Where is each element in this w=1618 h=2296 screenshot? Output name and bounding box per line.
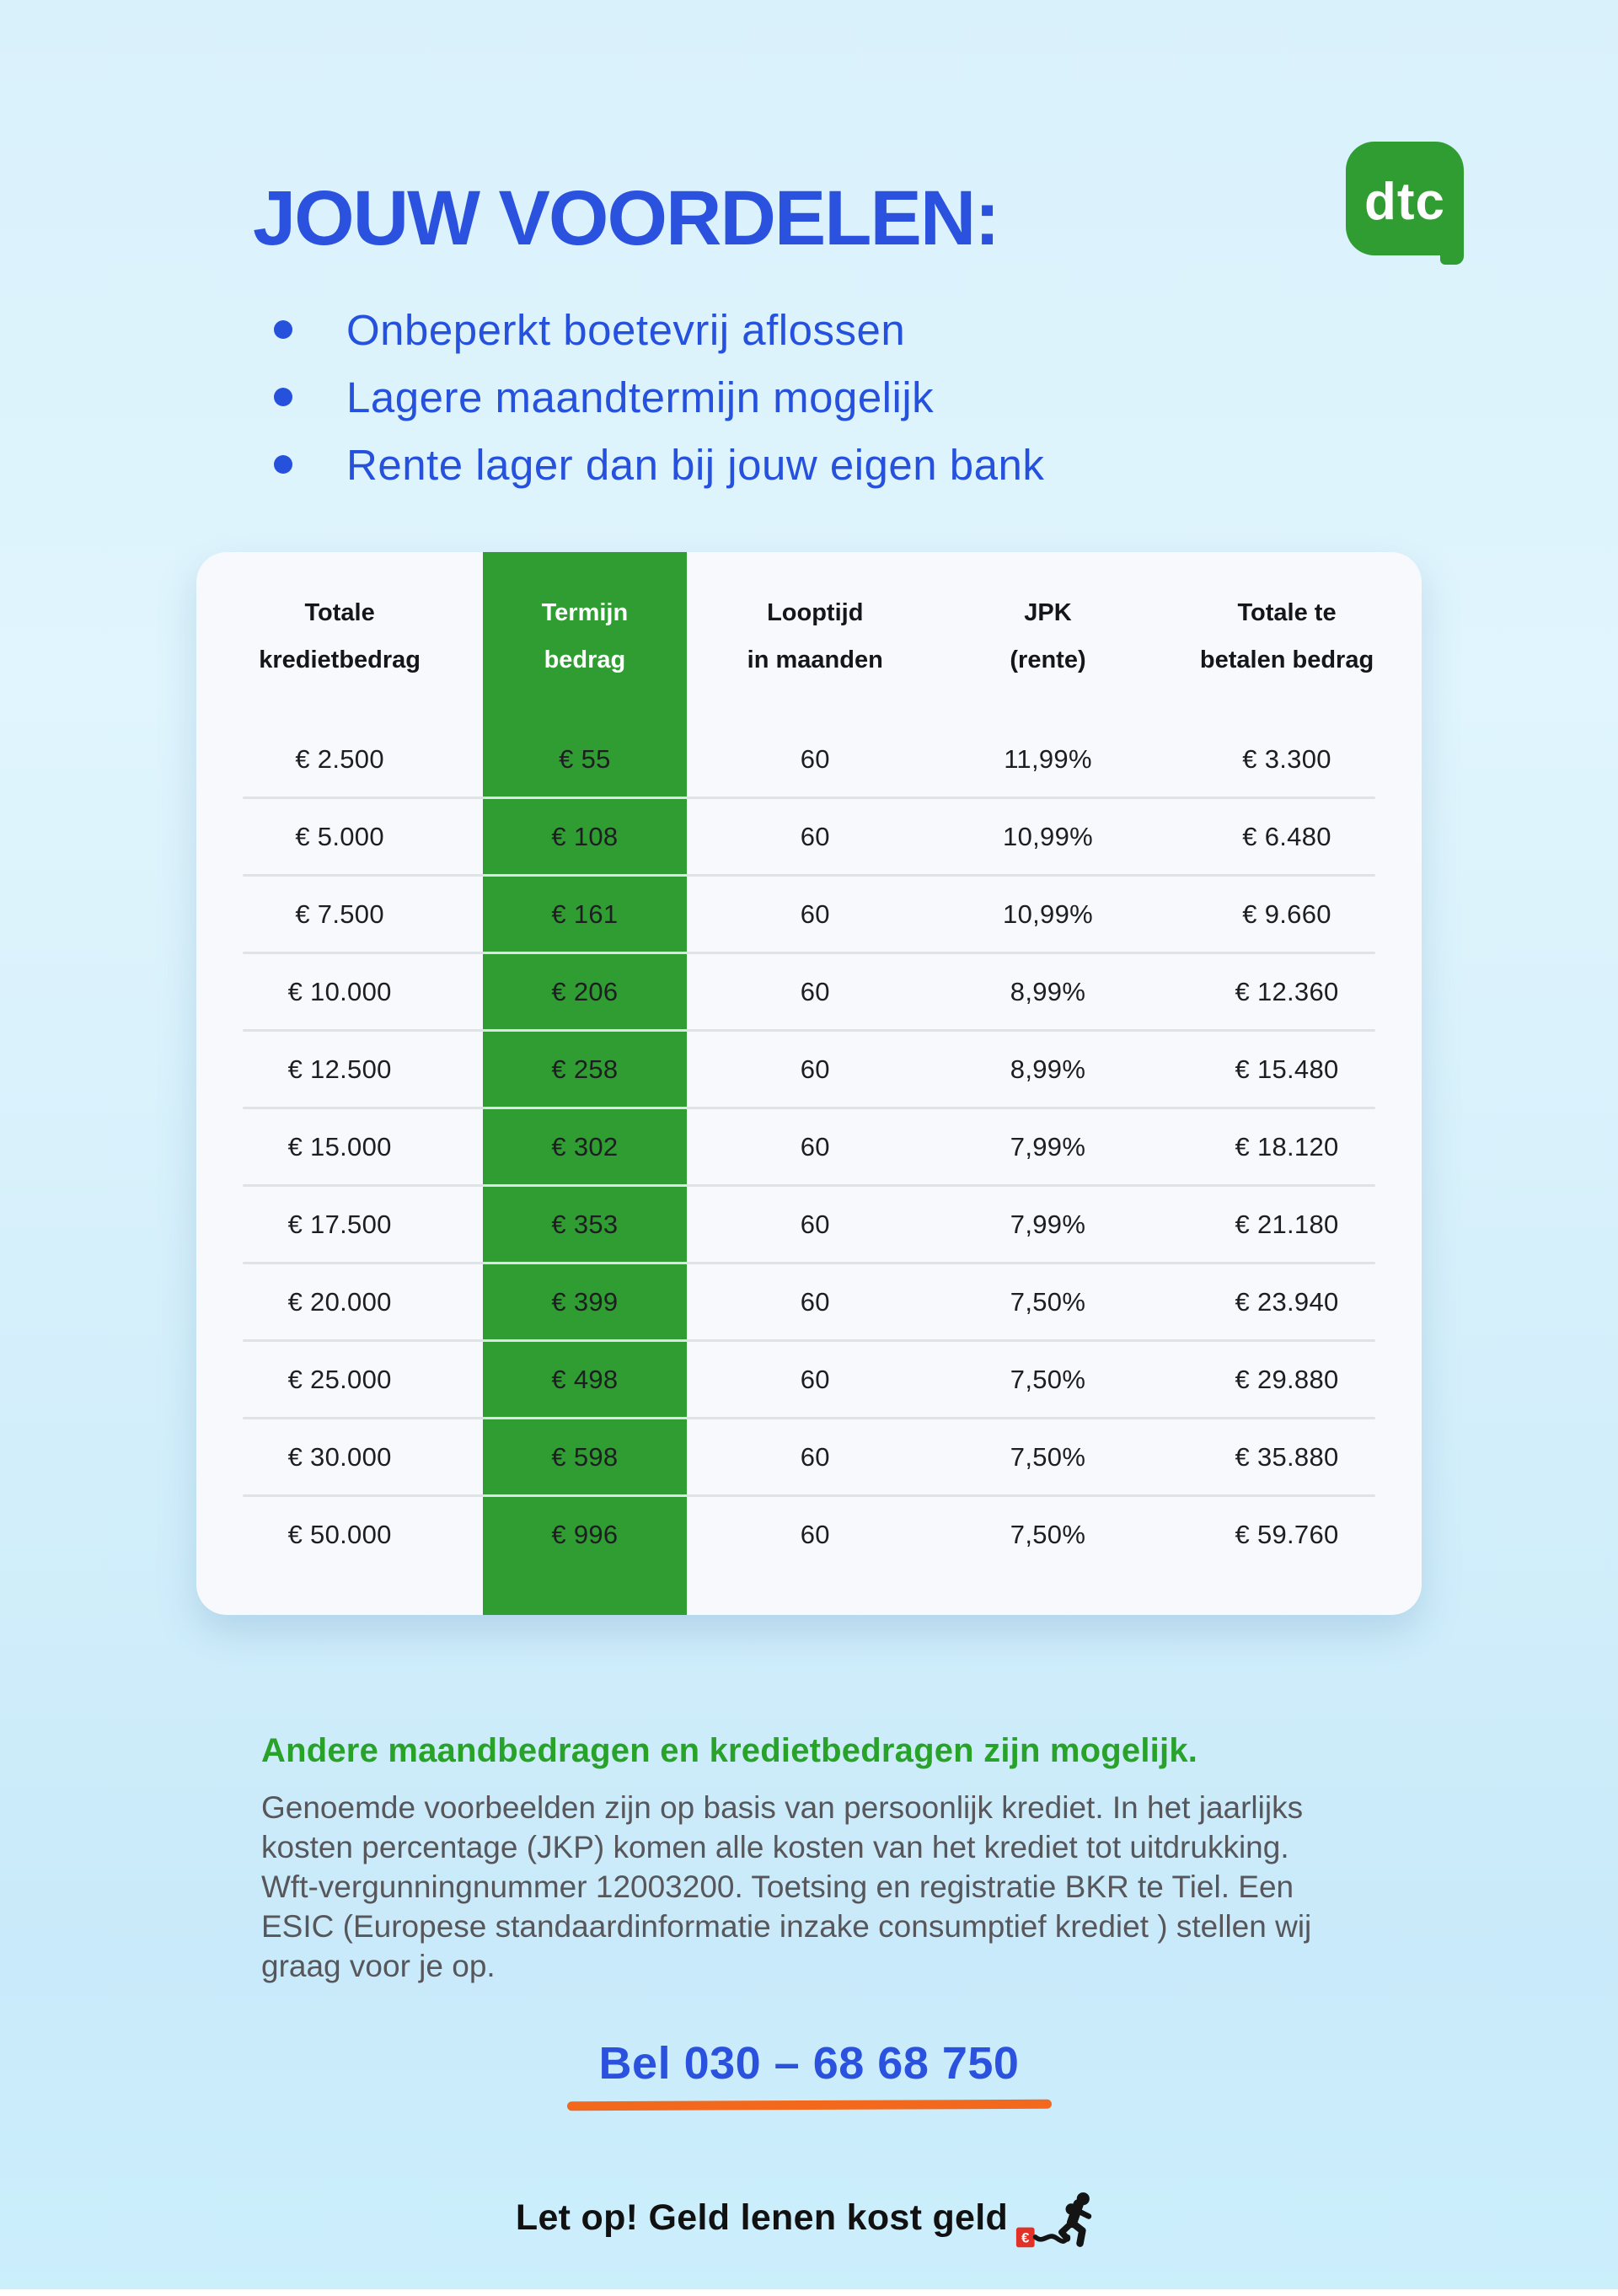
table-cell-looptijd: 60 — [800, 1442, 830, 1473]
table-row — [196, 1263, 1422, 1341]
table-cell-jpk: 7,50% — [1010, 1520, 1086, 1550]
dtc-logo-wordmark: dtc — [1364, 173, 1445, 231]
table-row — [196, 1186, 1422, 1263]
column-header-jpk: JPK (rente) — [1010, 598, 1086, 674]
table-row — [196, 798, 1422, 876]
disclaimer-text: Genoemde voorbeelden zijn op basis van persoonlijk krediet. In het jaarlijks kosten percentage (JKP) komen alle kosten van het krediet tot uitdrukking. Wft-vergunningnummer 12003200. Toetsing en registratie BKR te Tiel. Een ESIC (Europese standaardinformatie inzake consumptief krediet ) stellen wij graag voor je op. — [261, 1790, 1312, 1984]
table-cell-kredietbedrag: € 12.500 — [287, 1054, 392, 1085]
table-cell-kredietbedrag: € 25.000 — [287, 1365, 392, 1395]
benefit-label: Onbeperkt boetevrij aflossen — [346, 305, 906, 354]
table-cell-jpk: 7,50% — [1010, 1287, 1086, 1317]
table-cell-kredietbedrag: € 17.500 — [287, 1210, 392, 1240]
ball-and-chain-euro-icon — [1015, 2191, 1102, 2255]
table-cell-looptijd: 60 — [800, 744, 830, 775]
credit-warning — [0, 2186, 1618, 2250]
table-header-row — [196, 552, 1422, 721]
benefits-list — [274, 296, 1618, 498]
table-cell-jpk: 7,99% — [1010, 1132, 1086, 1162]
table-row — [196, 1108, 1422, 1186]
table-cell-termijnbedrag: € 206 — [483, 953, 686, 1031]
table-cell-jpk: 7,99% — [1010, 1210, 1086, 1240]
list-item — [274, 431, 1618, 498]
table-cell-termijnbedrag: € 258 — [483, 1031, 686, 1108]
table-cell-kredietbedrag: € 2.500 — [295, 744, 384, 775]
phone-number: Bel 030 – 68 68 750 — [598, 2038, 1020, 2089]
benefit-label: Lagere maandtermijn mogelijk — [346, 373, 935, 421]
page-title: JOUW VOORDELEN: — [253, 175, 999, 261]
table-row — [196, 953, 1422, 1031]
bottom-strip — [0, 2289, 1618, 2296]
table-cell-termijnbedrag: € 55 — [483, 721, 686, 798]
table-row — [196, 1341, 1422, 1419]
benefit-label: Rente lager dan bij jouw eigen bank — [346, 440, 1045, 489]
table-cell-totaal: € 21.180 — [1235, 1210, 1339, 1240]
column-header-totaal: Totale te betalen bedrag — [1199, 598, 1374, 674]
table-cell-totaal: € 29.880 — [1235, 1365, 1339, 1395]
column-header-kredietbedrag: Totale kredietbedrag — [259, 598, 421, 674]
table-cell-kredietbedrag: € 15.000 — [287, 1132, 392, 1162]
table-cell-termijnbedrag: € 598 — [483, 1419, 686, 1496]
table-cell-termijnbedrag: € 498 — [483, 1341, 686, 1419]
table-cell-totaal: € 18.120 — [1235, 1132, 1339, 1162]
table-cell-kredietbedrag: € 50.000 — [287, 1520, 392, 1550]
table-cell-jpk: 8,99% — [1010, 977, 1086, 1007]
bullet-icon — [274, 320, 292, 339]
table-cell-looptijd: 60 — [800, 1287, 830, 1317]
table-cell-totaal: € 23.940 — [1235, 1287, 1339, 1317]
table-cell-kredietbedrag: € 30.000 — [287, 1442, 392, 1473]
warning-label: Let op! Geld lenen kost geld — [515, 2197, 1009, 2238]
bullet-icon — [274, 388, 292, 406]
table-row — [196, 1031, 1422, 1108]
table-cell-termijnbedrag: € 996 — [483, 1496, 686, 1574]
table-cell-looptijd: 60 — [800, 977, 830, 1007]
table-cell-kredietbedrag: € 20.000 — [287, 1287, 392, 1317]
notes-highlight: Andere maandbedragen en kredietbedragen zijn mogelijk. — [261, 1732, 1198, 1770]
table-cell-termijnbedrag: € 353 — [483, 1186, 686, 1263]
table-filler-row — [196, 1574, 1422, 1615]
table-cell-jpk: 10,99% — [1003, 899, 1093, 930]
credit-table-card — [196, 552, 1422, 1615]
table-cell-looptijd: 60 — [800, 1520, 830, 1550]
bullet-icon — [274, 455, 292, 474]
table-cell-looptijd: 60 — [800, 1132, 830, 1162]
table-row — [196, 1496, 1422, 1574]
table-cell-termijnbedrag: € 108 — [483, 798, 686, 876]
table-cell-looptijd: 60 — [800, 822, 830, 852]
table-cell-looptijd: 60 — [800, 1365, 830, 1395]
table-cell-totaal: € 12.360 — [1235, 977, 1339, 1007]
notes-section — [261, 1732, 1618, 1987]
table-cell-jpk: 11,99% — [1004, 744, 1092, 775]
phone-cta — [0, 2037, 1618, 2110]
table-cell-totaal: € 3.300 — [1242, 744, 1331, 775]
header — [0, 0, 1618, 260]
table-cell-termijnbedrag: € 399 — [483, 1263, 686, 1341]
table-row — [196, 1419, 1422, 1496]
list-item — [274, 296, 1618, 363]
table-cell-totaal: € 59.760 — [1235, 1520, 1339, 1550]
table-cell-totaal: € 6.480 — [1242, 822, 1331, 852]
table-cell-looptijd: 60 — [800, 1054, 830, 1085]
column-header-looptijd: Looptijd in maanden — [747, 598, 883, 674]
table-cell-totaal: € 15.480 — [1235, 1054, 1339, 1085]
table-cell-totaal: € 35.880 — [1235, 1442, 1339, 1473]
table-cell-termijnbedrag: € 161 — [483, 876, 686, 953]
table-cell-jpk: 7,50% — [1010, 1442, 1086, 1473]
list-item — [274, 363, 1618, 431]
table-cell-jpk: 10,99% — [1003, 822, 1093, 852]
table-cell-looptijd: 60 — [800, 1210, 830, 1240]
table-cell-kredietbedrag: € 5.000 — [295, 822, 384, 852]
table-cell-looptijd: 60 — [800, 899, 830, 930]
table-cell-kredietbedrag: € 7.500 — [295, 899, 384, 930]
table-row — [196, 721, 1422, 798]
dtc-logo — [1346, 142, 1464, 265]
table-cell-kredietbedrag: € 10.000 — [287, 977, 392, 1007]
underline-stroke — [566, 2100, 1051, 2111]
table-cell-termijnbedrag: € 302 — [483, 1108, 686, 1186]
table-row — [196, 876, 1422, 953]
table-cell-jpk: 8,99% — [1010, 1054, 1086, 1085]
table-cell-totaal: € 9.660 — [1242, 899, 1331, 930]
svg-text:€: € — [1021, 2229, 1030, 2246]
column-header-termijnbedrag: Termijn bedrag — [483, 552, 686, 721]
table-cell-jpk: 7,50% — [1010, 1365, 1086, 1395]
